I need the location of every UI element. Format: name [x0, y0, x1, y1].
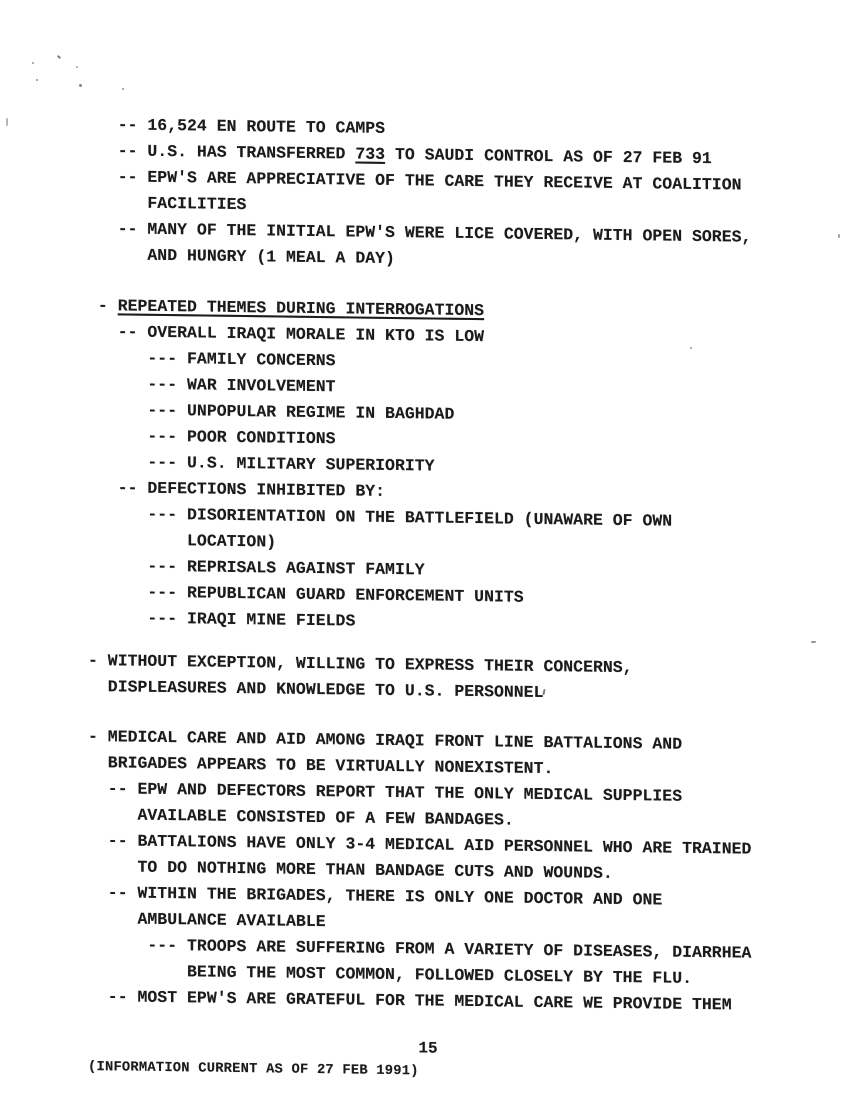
typewritten-text-block	[88, 112, 768, 1019]
scan-speck	[36, 79, 38, 81]
text-segment: - MEDICAL CARE AND AID AMONG IRAQI FRONT LINE BATTALIONS AND	[88, 727, 683, 754]
text-segment: -- BATTALIONS HAVE ONLY 3-4 MEDICAL AID PERSONNEL WHO ARE TRAINED	[88, 831, 752, 859]
scan-speck	[76, 66, 78, 68]
scan-speck	[6, 118, 8, 126]
text-segment: --- FAMILY CONCERNS	[88, 348, 336, 371]
text-segment: BRIGADES APPEARS TO BE VIRTUALLY NONEXISTENT.	[88, 753, 554, 779]
text-segment: -	[88, 296, 118, 316]
scan-speck	[811, 641, 816, 643]
text-segment: -- EPW'S ARE APPRECIATIVE OF THE CARE THEY RECEIVE AT COALITION	[88, 167, 742, 195]
text-segment: --- WAR INVOLVEMENT	[88, 374, 336, 397]
page-number-row	[88, 1034, 768, 1063]
text-segment: -- DEFECTIONS INHIBITED BY:	[88, 478, 386, 501]
text-segment: --- U.S. MILITARY SUPERIORITY	[88, 452, 435, 476]
text-segment: FACILITIES	[88, 193, 247, 215]
text-segment: -- WITHIN THE BRIGADES, THERE IS ONLY ONE DOCTOR AND ONE	[88, 883, 663, 910]
footer-row	[88, 1059, 768, 1086]
text-segment: LOCATION)	[88, 530, 277, 552]
document-body	[88, 112, 768, 1086]
text-segment: AMBULANCE AVAILABLE	[88, 909, 326, 932]
text-segment: AVAILABLE CONSISTED OF A FEW BANDAGES.	[88, 805, 514, 830]
text-segment: -- 16,524 EN ROUTE TO CAMPS	[88, 115, 386, 138]
text-segment: -- OVERALL IRAQI MORALE IN KTO IS LOW	[88, 322, 485, 347]
text-segment: - WITHOUT EXCEPTION, WILLING TO EXPRESS THEIR CONCERNS,	[88, 651, 633, 678]
scan-speck	[57, 55, 61, 59]
text-segment: --- POOR CONDITIONS	[88, 426, 336, 449]
text-segment: TO SAUDI CONTROL AS OF 27 FEB 91	[385, 144, 712, 169]
text-segment: DISPLEASURES AND KNOWLEDGE TO U.S. PERSONNEL	[88, 677, 544, 702]
page-number: 15	[418, 1039, 438, 1058]
footer-note: (INFORMATION CURRENT AS OF 27 FEB 1991)	[88, 1060, 419, 1080]
scan-speck	[122, 88, 124, 90]
text-segment: -- U.S. HAS TRANSFERRED	[88, 141, 356, 164]
underlined-text: REPEATED THEMES DURING INTERROGATIONS	[117, 296, 485, 321]
text-segment: --- TROOPS ARE SUFFERING FROM A VARIETY OF DISEASES, DIARRHEA	[88, 935, 752, 963]
text-segment: -- MANY OF THE INITIAL EPW'S WERE LICE COVERED, WITH OPEN SORES,	[88, 219, 752, 247]
text-segment: --- DISORIENTATION ON THE BATTLEFIELD (UNAWARE OF OWN	[88, 504, 673, 531]
text-segment: --- IRAQI MINE FIELDS	[88, 608, 356, 631]
text-segment: -- EPW AND DEFECTORS REPORT THAT THE ONLY MEDICAL SUPPLIES	[88, 779, 683, 806]
text-segment: --- REPUBLICAN GUARD ENFORCEMENT UNITS	[88, 582, 524, 607]
text-segment: -- MOST EPW'S ARE GRATEFUL FOR THE MEDICAL CARE WE PROVIDE THEM	[88, 987, 732, 1015]
text-segment: --- UNPOPULAR REGIME IN BAGHDAD	[88, 400, 455, 424]
underlined-text: 733	[355, 144, 386, 164]
scan-speck	[32, 62, 34, 64]
text-segment: AND HUNGRY (1 MEAL A DAY)	[88, 245, 395, 269]
text-segment: BEING THE MOST COMMON, FOLLOWED CLOSELY BY THE FLU.	[88, 961, 692, 988]
text-segment: TO DO NOTHING MORE THAN BANDAGE CUTS AND WOUNDS.	[88, 857, 613, 883]
scan-speck	[838, 234, 840, 238]
scan-speck	[79, 84, 82, 87]
text-segment: --- REPRISALS AGAINST FAMILY	[88, 556, 425, 580]
